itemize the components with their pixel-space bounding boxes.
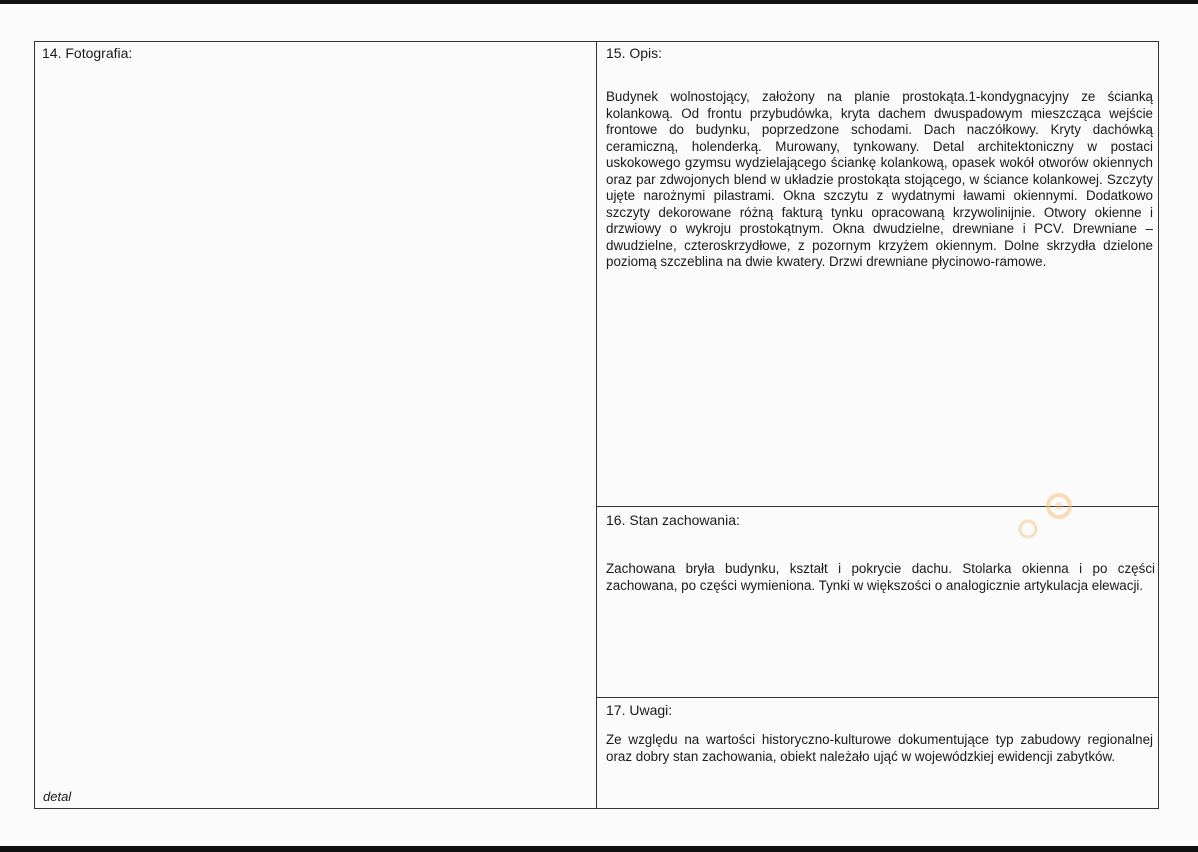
- photo-section-title: 14. Fotografia:: [42, 45, 133, 61]
- photo-caption: detal: [43, 789, 72, 804]
- scan-top-edge: [0, 0, 1198, 4]
- remarks-text-block: [606, 732, 1153, 765]
- remarks-section-title: 17. Uwagi:: [606, 702, 673, 718]
- photo-cell: [34, 41, 597, 809]
- remarks-text: Ze względu na wartości historyczno-kulturowe dokumentujące typ zabudowy regionalnej oraz dobry stan zachowania, obiekt należało ująć w wojewódzkiej ewidencji zabytków.: [606, 732, 1153, 764]
- condition-text-block: [606, 561, 1155, 594]
- scan-bottom-edge: [0, 846, 1198, 852]
- stamp-mark-icon: [1014, 493, 1078, 543]
- description-text: Budynek wolnostojący, założony na planie prostokąta.1-kondygnacyjny ze ścianką kolankową. Od frontu przybudówka, kryta dachem dwuspadowym mieszcząca wejście frontowe do budynku, poprzedzone schodami. Dach naczółkowy. Kryty dachówką ceramiczną, holenderką. Murowany, tynkowany. Detal architektoniczny w postaci uskokowego gzymsu wydzielającego ściankę kolankową, opasek wokół otworów okiennych oraz par zdwojonych blend w układzie prostokąta stojącego, w ściance kolankowej. Szczyty ujęte narożnymi pilastrami. Okna szczytu z wydatnymi ławami okiennymi. Dodatkowo szczyty dekorowane różną fakturą tynku opracowaną krzywolinijnie. Otwory okienne i drzwiowy o wykroju prostokątnym. Okna dwudzielne, drewniane i PCV. Drewniane – dwudzielne, czteroskrzydłowe, z pozornym krzyżem okiennym. Dolne skrzydła dzielone poziomą szczeblina na dwie kwatery. Drzwi drewniane płycinowo-ramowe.: [606, 89, 1153, 269]
- condition-section-title: 16. Stan zachowania:: [606, 512, 740, 528]
- divider-remarks: [597, 697, 1159, 698]
- description-text-block: [606, 89, 1153, 271]
- description-section-title: 15. Opis:: [606, 45, 663, 61]
- condition-text: Zachowana bryła budynku, kształt i pokrycie dachu. Stolarka okienna i po części zachowana, po części wymieniona. Tynki w większości o analogicznie artykulacja elewacji.: [606, 561, 1155, 593]
